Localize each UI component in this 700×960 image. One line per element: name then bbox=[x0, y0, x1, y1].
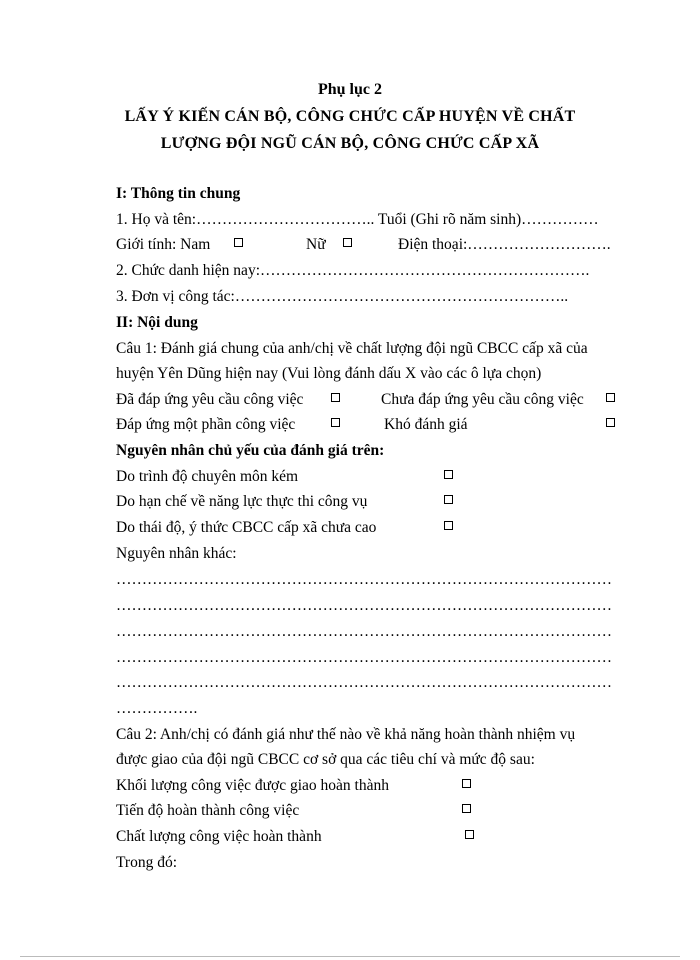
cause-2-checkbox[interactable] bbox=[444, 495, 453, 504]
option-hard-label: Khó đánh giá bbox=[384, 416, 468, 433]
option-meets-label: Đã đáp ứng yêu cầu công việc bbox=[116, 391, 304, 408]
other-cause-line[interactable]: ……………. bbox=[116, 700, 198, 717]
question-2-line-1: Câu 2: Anh/chị có đánh giá như thế nào về khả năng hoàn thành nhiệm vụ bbox=[116, 726, 576, 743]
other-cause-line[interactable]: …………………………………………………………………………………… bbox=[116, 571, 612, 588]
in-which-label: Trong đó: bbox=[116, 854, 178, 871]
question-1-line-2: huyện Yên Dũng hiện nay (Vui lòng đánh dấu X vào các ô lựa chọn) bbox=[116, 365, 542, 382]
other-cause-line[interactable]: …………………………………………………………………………………… bbox=[116, 597, 612, 614]
cause-3-checkbox[interactable] bbox=[444, 521, 453, 530]
cause-1-label: Do trình độ chuyên môn kém bbox=[116, 468, 299, 485]
criterion-2-checkbox[interactable] bbox=[462, 804, 471, 813]
female-checkbox[interactable] bbox=[343, 238, 352, 247]
option-hard-checkbox[interactable] bbox=[606, 418, 615, 427]
other-cause-line[interactable]: …………………………………………………………………………………… bbox=[116, 674, 612, 691]
phone-field[interactable]: Điện thoại:………………………. bbox=[398, 236, 611, 253]
criterion-2-label: Tiến độ hoàn thành công việc bbox=[116, 802, 300, 819]
page-bottom-divider bbox=[20, 956, 680, 957]
cause-2-label: Do hạn chế về năng lực thực thi công vụ bbox=[116, 493, 368, 510]
criterion-1-label: Khối lượng công việc được giao hoàn thành bbox=[116, 777, 389, 794]
name-age-field[interactable]: 1. Họ và tên:…………………………….. Tuổi (Ghi rõ năm sinh)…………… bbox=[116, 211, 599, 228]
question-1-line-1: Câu 1: Đánh giá chung của anh/chị về chất lượng đội ngũ CBCC cấp xã của bbox=[116, 340, 588, 357]
criterion-3-checkbox[interactable] bbox=[465, 830, 474, 839]
section-content-heading: II: Nội dung bbox=[116, 314, 198, 331]
option-partial-checkbox[interactable] bbox=[331, 418, 340, 427]
page-title-line-2: LƯỢNG ĐỘI NGŨ CÁN BỘ, CÔNG CHỨC CẤP XÃ bbox=[160, 135, 540, 152]
male-checkbox[interactable] bbox=[234, 238, 243, 247]
cause-3-label: Do thái độ, ý thức CBCC cấp xã chưa cao bbox=[116, 519, 377, 536]
work-unit-field[interactable]: 3. Đơn vị công tác:……………………………………………………….. bbox=[116, 288, 569, 305]
option-meets-checkbox[interactable] bbox=[331, 393, 340, 402]
cause-1-checkbox[interactable] bbox=[444, 470, 453, 479]
position-field[interactable]: 2. Chức danh hiện nay:………………………………………………………. bbox=[116, 262, 590, 279]
criterion-3-label: Chất lượng công việc hoàn thành bbox=[116, 828, 322, 845]
female-label: Nữ bbox=[306, 236, 326, 253]
criterion-1-checkbox[interactable] bbox=[462, 779, 471, 788]
appendix-label: Phụ lục 2 bbox=[317, 81, 382, 98]
other-cause-line[interactable]: …………………………………………………………………………………… bbox=[116, 649, 612, 666]
other-cause-label: Nguyên nhân khác: bbox=[116, 545, 237, 562]
gender-label: Giới tính: Nam bbox=[116, 236, 211, 253]
page-title-line-1: LẤY Ý KIẾN CÁN BỘ, CÔNG CHỨC CẤP HUYỆN VỀ CHẤT bbox=[124, 108, 576, 125]
question-2-line-2: được giao của đội ngũ CBCC cơ sở qua các tiêu chí và mức độ sau: bbox=[116, 751, 535, 768]
option-not-meet-label: Chưa đáp ứng yêu cầu công việc bbox=[381, 391, 584, 408]
section-general-info-heading: I: Thông tin chung bbox=[116, 185, 241, 202]
causes-heading: Nguyên nhân chủ yếu của đánh giá trên: bbox=[116, 442, 385, 459]
option-partial-label: Đáp ứng một phần công việc bbox=[116, 416, 296, 433]
other-cause-line[interactable]: …………………………………………………………………………………… bbox=[116, 623, 612, 640]
option-not-meet-checkbox[interactable] bbox=[606, 393, 615, 402]
